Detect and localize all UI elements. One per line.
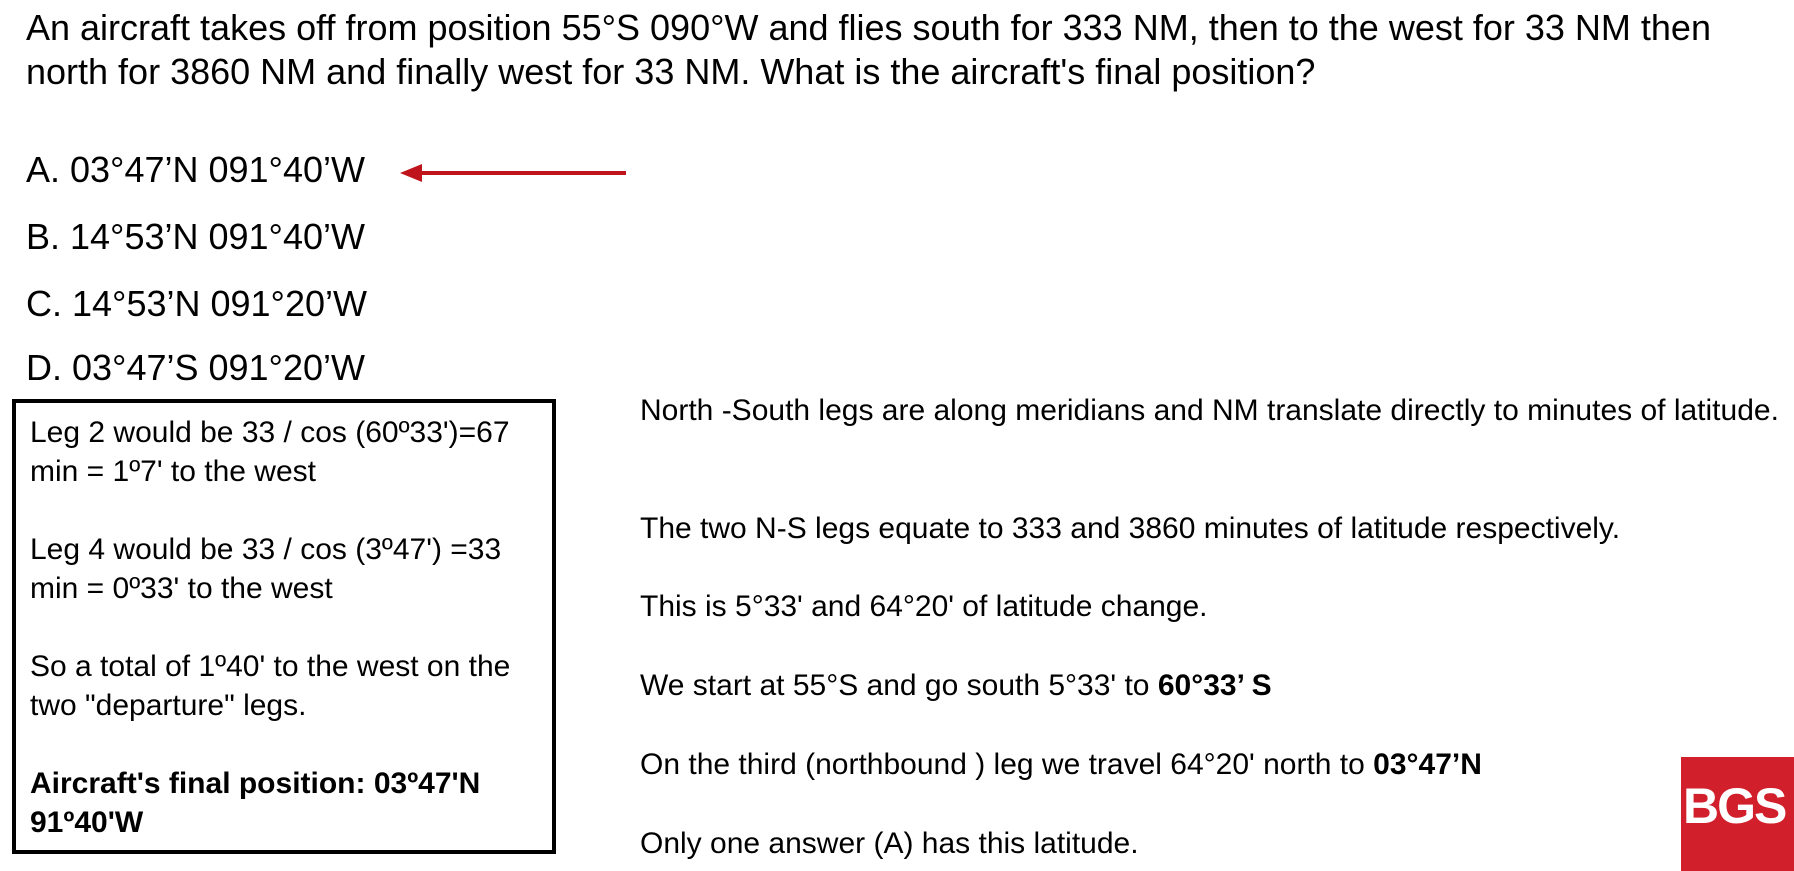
option-c: C. 14°53’N 091°20’W [26, 283, 367, 324]
explanation-meridians: North -South legs are along meridians and NM translate directly to minutes of latitude. [640, 394, 1779, 427]
question-text: An aircraft takes off from position 55°S 090°W and flies south for 333 NM, then to the west for 33 NM then north for 3860 NM and finally west for 33 NM. What is the aircraft's final position? [26, 7, 1711, 92]
calc-leg-4: Leg 4 would be 33 / cos (3º47') =33 min = 0º33' to the west [30, 533, 502, 605]
explanation-ns-legs: The two N-S legs equate to 333 and 3860 minutes of latitude respectively. [640, 512, 1621, 545]
bgs-logo [1681, 757, 1794, 871]
calc-leg-2: Leg 2 would be 33 / cos (60º33')=67 min = 1º7' to the west [30, 416, 510, 488]
explanation-southbound-text: We start at 55°S and go south 5°33' to [640, 669, 1158, 702]
calculation-box [12, 399, 556, 854]
explanation-conclusion: Only one answer (A) has this latitude. [640, 827, 1139, 860]
explanation-northbound [640, 745, 1780, 784]
option-d: D. 03°47’S 091°20’W [26, 347, 365, 388]
calc-total-departure: So a total of 1º40' to the west on the two "departure" legs. [30, 650, 511, 722]
bgs-logo-text: BGS [1683, 778, 1786, 834]
option-a: A. 03°47’N 091°40’W [26, 149, 365, 190]
calc-final-position: Aircraft's final position: 03º47'N 91º40'W [30, 767, 481, 839]
explanation-southbound-result: 60°33’ S [1157, 669, 1272, 702]
explanation-northbound-result: 03°47’N [1373, 748, 1482, 781]
explanation-latitude-change: This is 5°33' and 64°20' of latitude change. [640, 590, 1208, 623]
explanation-southbound [640, 666, 1780, 705]
answer-arrow-icon [400, 160, 630, 186]
option-b: B. 14°53’N 091°40’W [26, 216, 365, 257]
explanation-northbound-text: On the third (northbound ) leg we travel 64°20' north to [640, 748, 1374, 781]
